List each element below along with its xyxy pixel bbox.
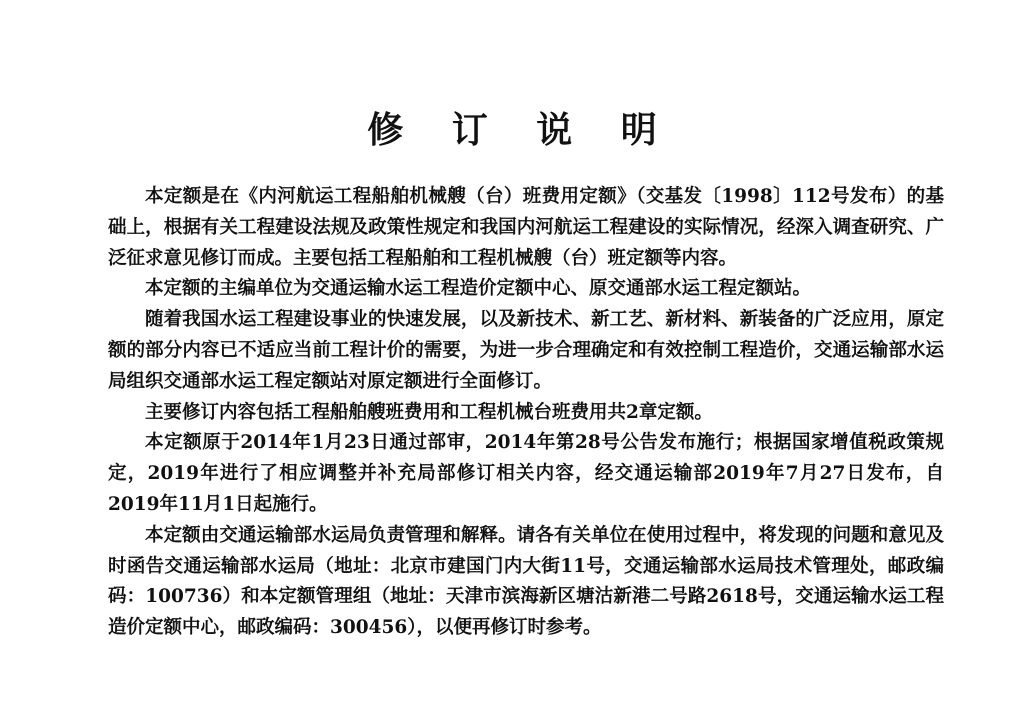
paragraph-background: 随着我国水运工程建设事业的快速发展，以及新技术、新工艺、新材料、新装备的广泛应用，原定额的部分内容已不适应当前工程计价的需要，为进一步合理确定和有效控制工程造价，交通运输部水运局组织交通部水运工程定额站对原定额进行全面修订。 bbox=[108, 309, 944, 392]
paragraph-management: 本定额由交通运输部水运局负责管理和解释。请各有关单位在使用过程中，将发现的问题和意见及时函告交通运输部水运局（地址：北京市建国门内大街11号，交通运输部水运局技术管理处，邮政编码：100736）和本定额管理组（地址：天津市滨海新区塘沽新港二号路2618号，交通运输水运工程造价定额中心，邮政编码：300456），以便再修订时参考。 bbox=[108, 524, 944, 639]
paragraph-enactment: 本定额原于2014年1月23日通过部审，2014年第28号公告发布施行；根据国家增值税政策规定，2019年进行了相应调整并补充局部修订相关内容，经交通运输部2019年7月27日发布，自2019年11月1日起施行。 bbox=[108, 432, 944, 515]
page-title: 修 订 说 明 bbox=[367, 109, 675, 151]
document-body bbox=[108, 182, 944, 644]
paragraph-main-content: 主要修订内容包括工程船舶艘班费用和工程机械台班费用共2章定额。 bbox=[145, 401, 713, 423]
paragraph-editor-unit: 本定额的主编单位为交通运输水运工程造价定额中心、原交通部水运工程定额站。 bbox=[145, 278, 812, 300]
paragraph-basis: 本定额是在《内河航运工程船舶机械艘（台）班费用定额》（交基发〔1998〕112号发布）的基础上，根据有关工程建设法规及政策性规定和我国内河航运工程建设的实际情况，经深入调查研究、广泛征求意见修订而成。主要包括工程船舶和工程机械艘（台）班定额等内容。 bbox=[108, 186, 944, 269]
